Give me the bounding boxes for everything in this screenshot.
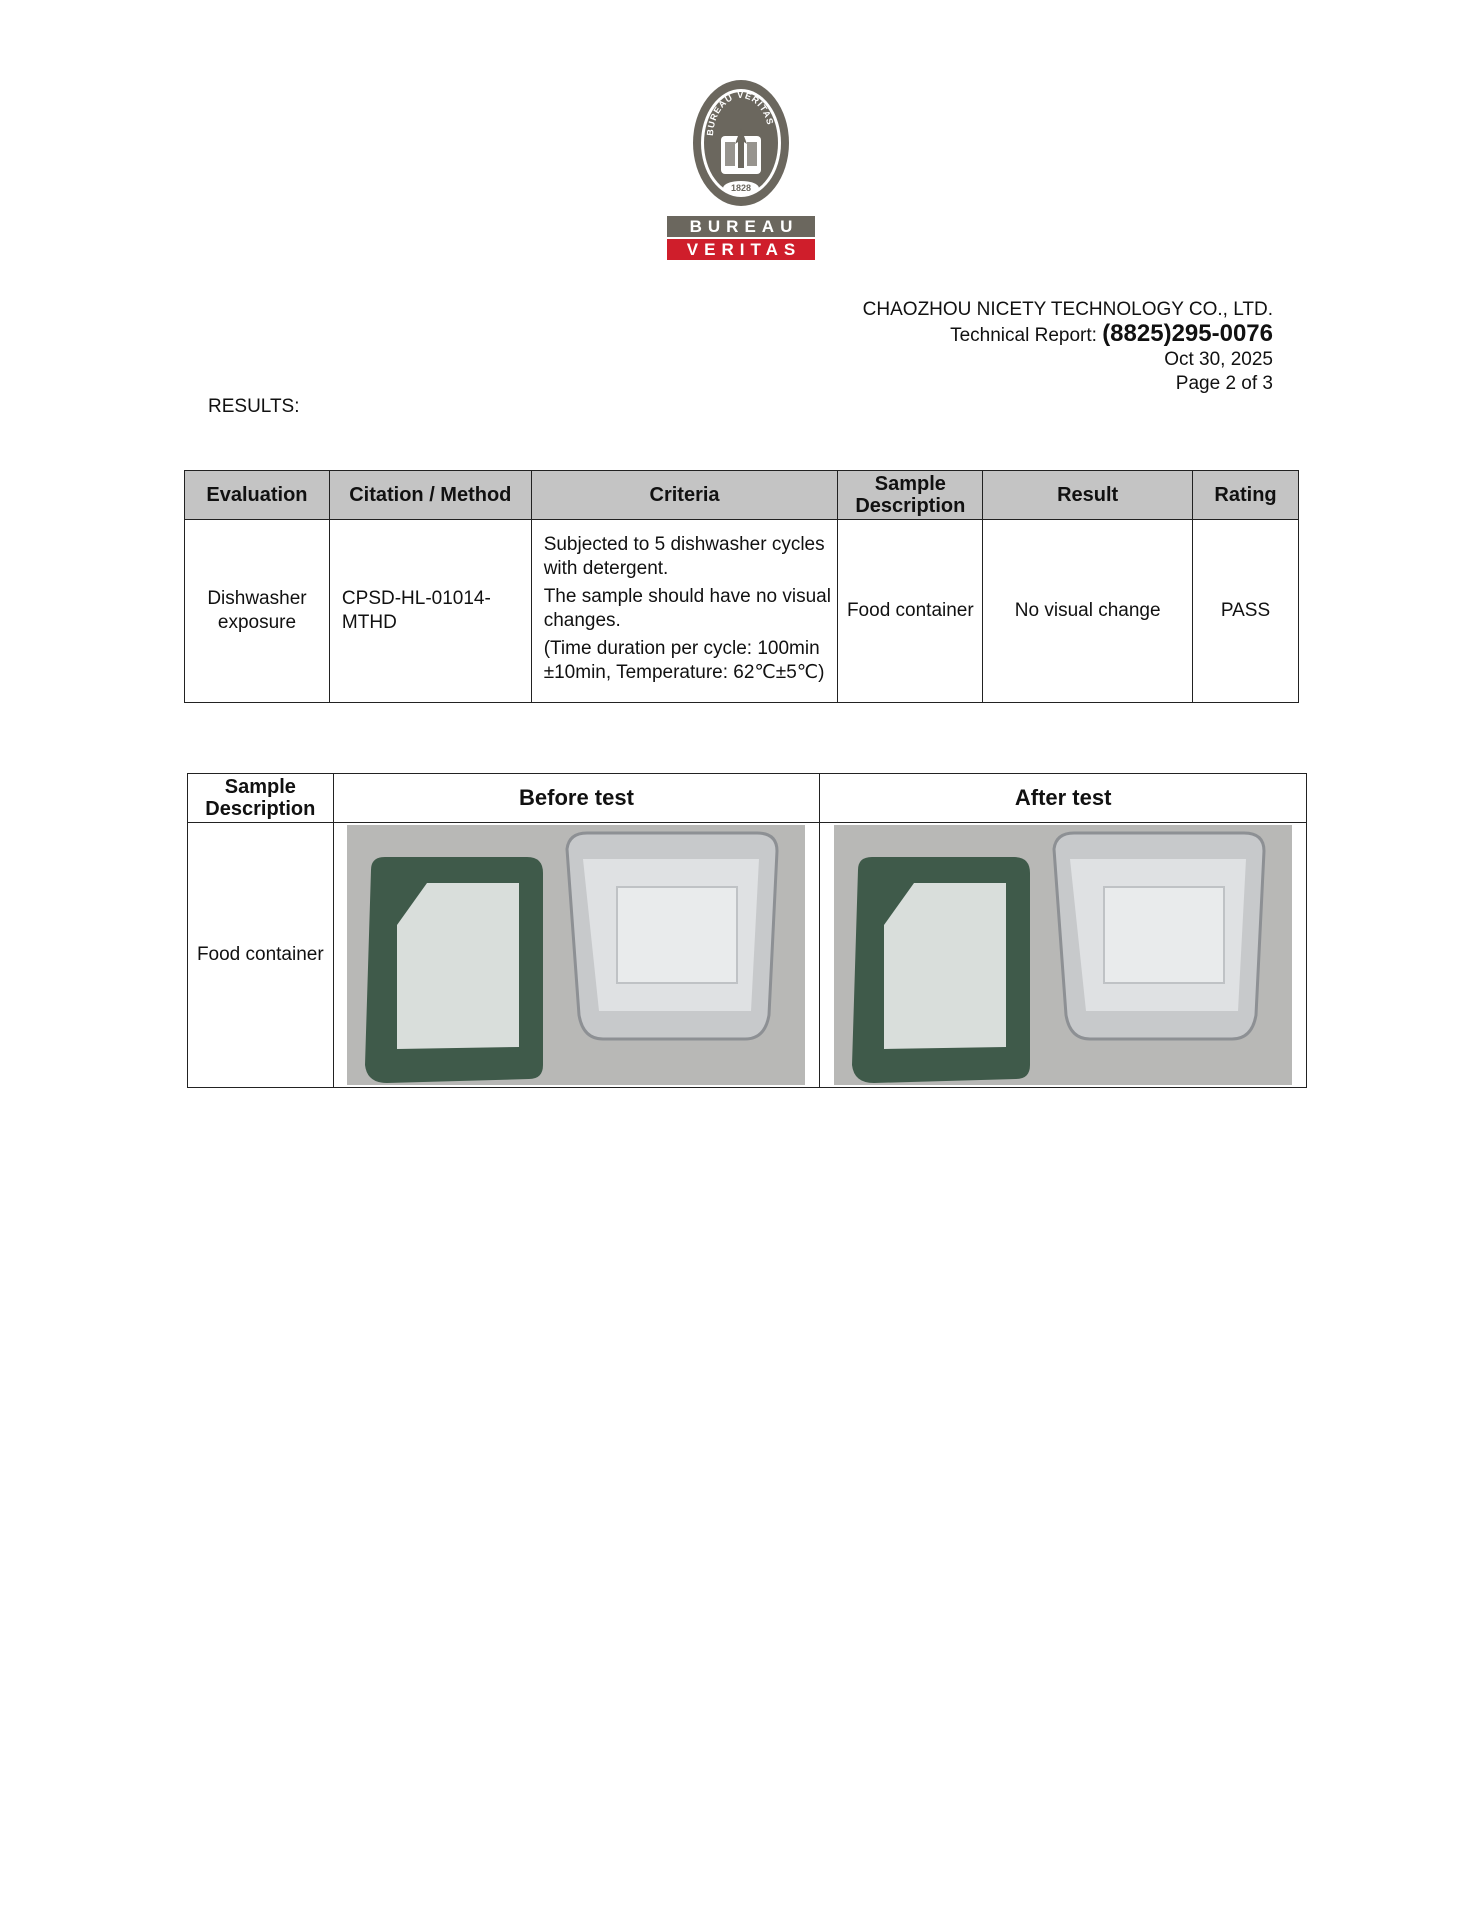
- col-header-method: Citation / Method: [329, 471, 531, 520]
- table-row: [188, 823, 1307, 1088]
- before-test-photo: [347, 825, 805, 1085]
- col-header-criteria: Criteria: [531, 471, 838, 520]
- page-number: Page 2 of 3: [1175, 373, 1273, 394]
- report-label: Technical Report:: [950, 325, 1097, 346]
- col-header-result: Result: [983, 471, 1193, 520]
- cell-evaluation: Dishwasher exposure: [185, 520, 330, 703]
- col-header-sample: Sample Description: [838, 471, 983, 520]
- cell-sample: Food container: [838, 520, 983, 703]
- bureau-veritas-seal-icon: [691, 78, 791, 208]
- cell-rating: PASS: [1193, 520, 1299, 703]
- criteria-line: (Time duration per cycle: 100min ±10min, Temperature: 62℃±5℃): [543, 638, 825, 683]
- col-header-after-test: After test: [820, 774, 1307, 823]
- cell-before-photo: [333, 823, 820, 1088]
- col-header-sample-description: Sample Description: [188, 774, 334, 823]
- brand-band-bottom: VERITAS: [667, 239, 815, 260]
- cell-after-photo: [820, 823, 1307, 1088]
- criteria-line: The sample should have no visual changes.: [543, 586, 831, 631]
- cell-method: CPSD-HL-01014-MTHD: [329, 520, 531, 703]
- svg-text:BUREAU VERITAS: BUREAU VERITAS: [704, 89, 776, 137]
- cell-result: No visual change: [983, 520, 1193, 703]
- company-name: CHAOZHOU NICETY TECHNOLOGY CO., LTD.: [862, 299, 1273, 320]
- cell-criteria: [531, 520, 838, 703]
- report-number: (8825)295-0076: [1102, 320, 1273, 347]
- photo-header-row: [188, 774, 1307, 823]
- table-row: [185, 520, 1299, 703]
- criteria-line: Subjected to 5 dishwasher cycles with detergent.: [543, 534, 825, 579]
- col-header-before-test: Before test: [333, 774, 820, 823]
- col-header-evaluation: Evaluation: [185, 471, 330, 520]
- col-header-rating: Rating: [1193, 471, 1299, 520]
- report-line: [863, 322, 1273, 348]
- results-header-row: [185, 471, 1299, 520]
- brand-band-top: BUREAU: [667, 216, 815, 237]
- report-date: Oct 30, 2025: [1164, 349, 1273, 370]
- seal-year: 1828: [730, 183, 752, 193]
- after-test-photo: [834, 825, 1292, 1085]
- report-header: [863, 298, 1273, 396]
- results-heading: RESULTS:: [208, 396, 300, 417]
- results-table: [184, 470, 1299, 703]
- photo-table: [187, 773, 1307, 1088]
- bureau-veritas-logo: [665, 78, 817, 260]
- cell-photo-sample: Food container: [188, 823, 334, 1088]
